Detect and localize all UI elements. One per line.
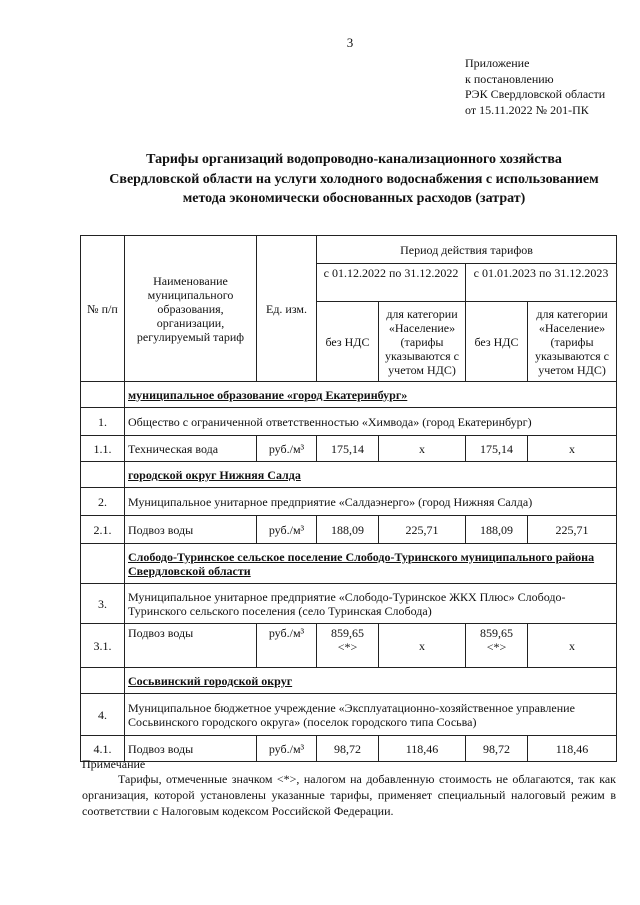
row-name: Подвоз воды bbox=[125, 736, 257, 762]
row-name: Подвоз воды bbox=[125, 624, 257, 668]
value-number: 859,65 bbox=[331, 626, 364, 640]
value-2022-no-vat: 188,09 bbox=[317, 516, 379, 544]
header-name: Наименование муниципального образования, организации, регулируемый тариф bbox=[125, 236, 257, 382]
header-period: Период действия тарифов bbox=[317, 236, 617, 264]
note-heading: Примечание bbox=[82, 757, 146, 771]
row-num: 2.1. bbox=[81, 516, 125, 544]
header-period-2023: с 01.01.2023 по 31.12.2023 bbox=[466, 264, 617, 302]
header-unit: Ед. изм. bbox=[257, 236, 317, 382]
value-2023-population: 225,71 bbox=[528, 516, 617, 544]
header-population: для категории «Население» (тарифы указываются с учетом НДС) bbox=[528, 302, 617, 382]
table-row bbox=[81, 436, 617, 462]
value-number: 859,65 bbox=[480, 626, 513, 640]
org-num: 1. bbox=[81, 408, 125, 436]
org-num: 4. bbox=[81, 694, 125, 736]
value-2022-no-vat bbox=[317, 624, 379, 668]
table-row bbox=[81, 624, 617, 668]
org-name: Муниципальное бюджетное учреждение «Эксплуатационно-хозяйственное управление Сосьвинского городского округа» (поселок городского типа Сосьва) bbox=[125, 694, 617, 736]
value-2023-no-vat: 98,72 bbox=[466, 736, 528, 762]
value-2022-no-vat: 175,14 bbox=[317, 436, 379, 462]
tariff-table bbox=[80, 235, 617, 762]
row-unit: руб./м³ bbox=[257, 436, 317, 462]
row-unit: руб./м³ bbox=[257, 736, 317, 762]
row-unit: руб./м³ bbox=[257, 516, 317, 544]
value-2023-no-vat bbox=[466, 624, 528, 668]
org-name: Муниципальное унитарное предприятие «Слободо-Туринское ЖКХ Плюс» Слободо-Туринского сельского поселения (село Туринская Слобода) bbox=[125, 584, 617, 624]
section-spacer bbox=[81, 544, 125, 584]
section-spacer bbox=[81, 382, 125, 408]
section-title: Сосьвинский городской округ bbox=[125, 668, 617, 694]
header-num: № п/п bbox=[81, 236, 125, 382]
org-name: Муниципальное унитарное предприятие «Салдаэнерго» (город Нижняя Салда) bbox=[125, 488, 617, 516]
row-num: 4.1. bbox=[81, 736, 125, 762]
title-line: метода экономически обоснованных расходов (затрат) bbox=[182, 191, 526, 206]
section-title: городской округ Нижняя Салда bbox=[125, 462, 617, 488]
value-2023-no-vat: 175,14 bbox=[466, 436, 528, 462]
section-spacer bbox=[81, 462, 125, 488]
row-unit: руб./м³ bbox=[257, 624, 317, 668]
row-num: 1.1. bbox=[81, 436, 125, 462]
value-2023-no-vat: 188,09 bbox=[466, 516, 528, 544]
table-row bbox=[81, 736, 617, 762]
vat-exempt-mark: <*> bbox=[486, 640, 507, 654]
value-2022-no-vat: 98,72 bbox=[317, 736, 379, 762]
note-text: Тарифы, отмеченные значком <*>, налогом на добавленную стоимость не облагаются, так как организация, которой установлены указанные тарифы, применяет специальный налоговый режим в соответствии с Налоговым кодексом Российской Федерации. bbox=[82, 772, 616, 818]
header-period-2022: с 01.12.2022 по 31.12.2022 bbox=[317, 264, 466, 302]
header-population: для категории «Население» (тарифы указываются с учетом НДС) bbox=[379, 302, 466, 382]
table-row bbox=[81, 516, 617, 544]
appendix-reference bbox=[465, 56, 605, 118]
row-name: Техническая вода bbox=[125, 436, 257, 462]
appendix-line: РЭК Свердловской области bbox=[465, 87, 606, 101]
page-number: 3 bbox=[346, 35, 354, 50]
header-no-vat: без НДС bbox=[466, 302, 528, 382]
section-spacer bbox=[81, 668, 125, 694]
title-line: Свердловской области на услуги холодного водоснабжения с использованием bbox=[109, 171, 599, 187]
appendix-line: от 15.11.2022 № 201-ПК bbox=[465, 102, 589, 117]
row-num: 3.1. bbox=[81, 624, 125, 668]
section-title: Слободо-Туринское сельское поселение Слободо-Туринского муниципального района Свердловской области bbox=[125, 544, 617, 584]
value-2022-population: х bbox=[379, 436, 466, 462]
value-2022-population: х bbox=[379, 624, 466, 668]
value-2022-population: 225,71 bbox=[379, 516, 466, 544]
row-name: Подвоз воды bbox=[125, 516, 257, 544]
vat-exempt-mark: <*> bbox=[337, 640, 358, 654]
document-title bbox=[75, 150, 633, 209]
value-2023-population: х bbox=[528, 436, 617, 462]
value-2022-population: 118,46 bbox=[379, 736, 466, 762]
appendix-line: Приложение bbox=[465, 56, 530, 70]
org-name: Общество с ограниченной ответственностью «Химвода» (город Екатеринбург) bbox=[125, 408, 617, 436]
org-num: 2. bbox=[81, 488, 125, 516]
value-2023-population: х bbox=[528, 624, 617, 668]
value-2023-population: 118,46 bbox=[528, 736, 617, 762]
title-line: Тарифы организаций водопроводно-канализационного хозяйства bbox=[146, 152, 562, 167]
org-num: 3. bbox=[81, 584, 125, 624]
header-no-vat: без НДС bbox=[317, 302, 379, 382]
appendix-line: к постановлению bbox=[465, 71, 554, 86]
section-title: муниципальное образование «город Екатеринбург» bbox=[125, 382, 617, 408]
